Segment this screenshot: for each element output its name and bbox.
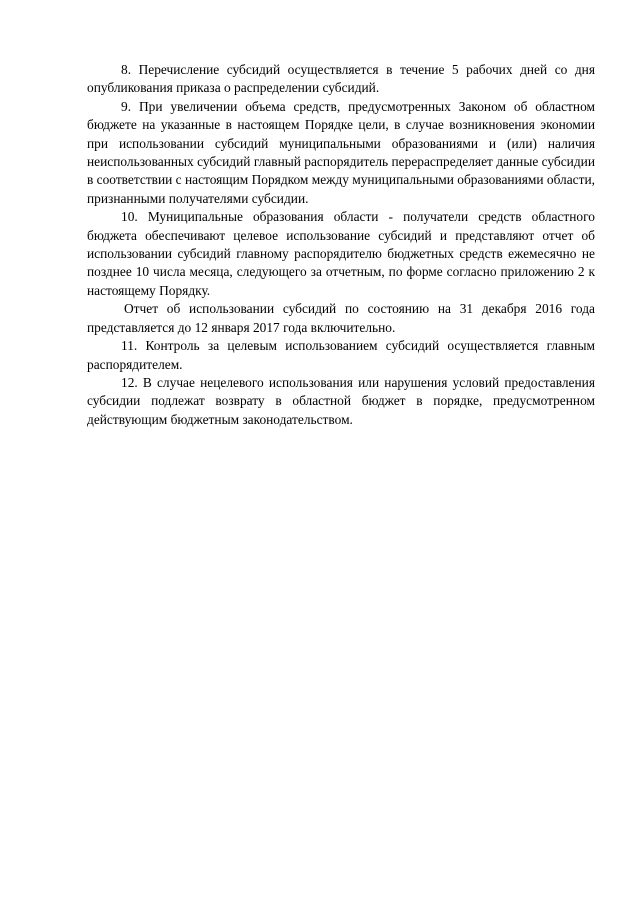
paragraph-9: 9. При увеличении объема средств, предусмотренных Законом об областном бюджете на указанные в настоящем Порядке цели, в случае возникновения экономии при использовании субсидий муниципальными образованиями и (или) наличия неиспользованных субсидий главный распорядитель перераспределяет данные субсидии в соответствии с настоящим Порядком между муниципальными образованиями области, признанными получателями субсидии.: [87, 98, 595, 206]
paragraph-report-deadline: Отчет об использовании субсидий по состоянию на 31 декабря 2016 года представляется до 12 января 2017 года включительно.: [87, 301, 595, 335]
document-page: [87, 61, 595, 429]
paragraph-12: 12. В случае нецелевого использования или нарушения условий предоставления субсидии подлежат возврату в областной бюджет в порядке, предусмотренном действующим бюджетным законодательством.: [87, 374, 595, 427]
paragraph-10: 10. Муниципальные образования области - получатели средств областного бюджета обеспечивают целевое использование субсидий и представляют отчет об использовании субсидий главному распорядителю бюджетных средств ежемесячно не позднее 10 числа месяца, следующего за отчетным, по форме согласно приложению 2 к настоящему Порядку.: [87, 209, 595, 298]
paragraph-8: 8. Перечисление субсидий осуществляется в течение 5 рабочих дней со дня опубликования приказа о распределении субсидий.: [87, 62, 595, 96]
paragraph-11: 11. Контроль за целевым использованием субсидий осуществляется главным распорядителем.: [87, 338, 595, 372]
